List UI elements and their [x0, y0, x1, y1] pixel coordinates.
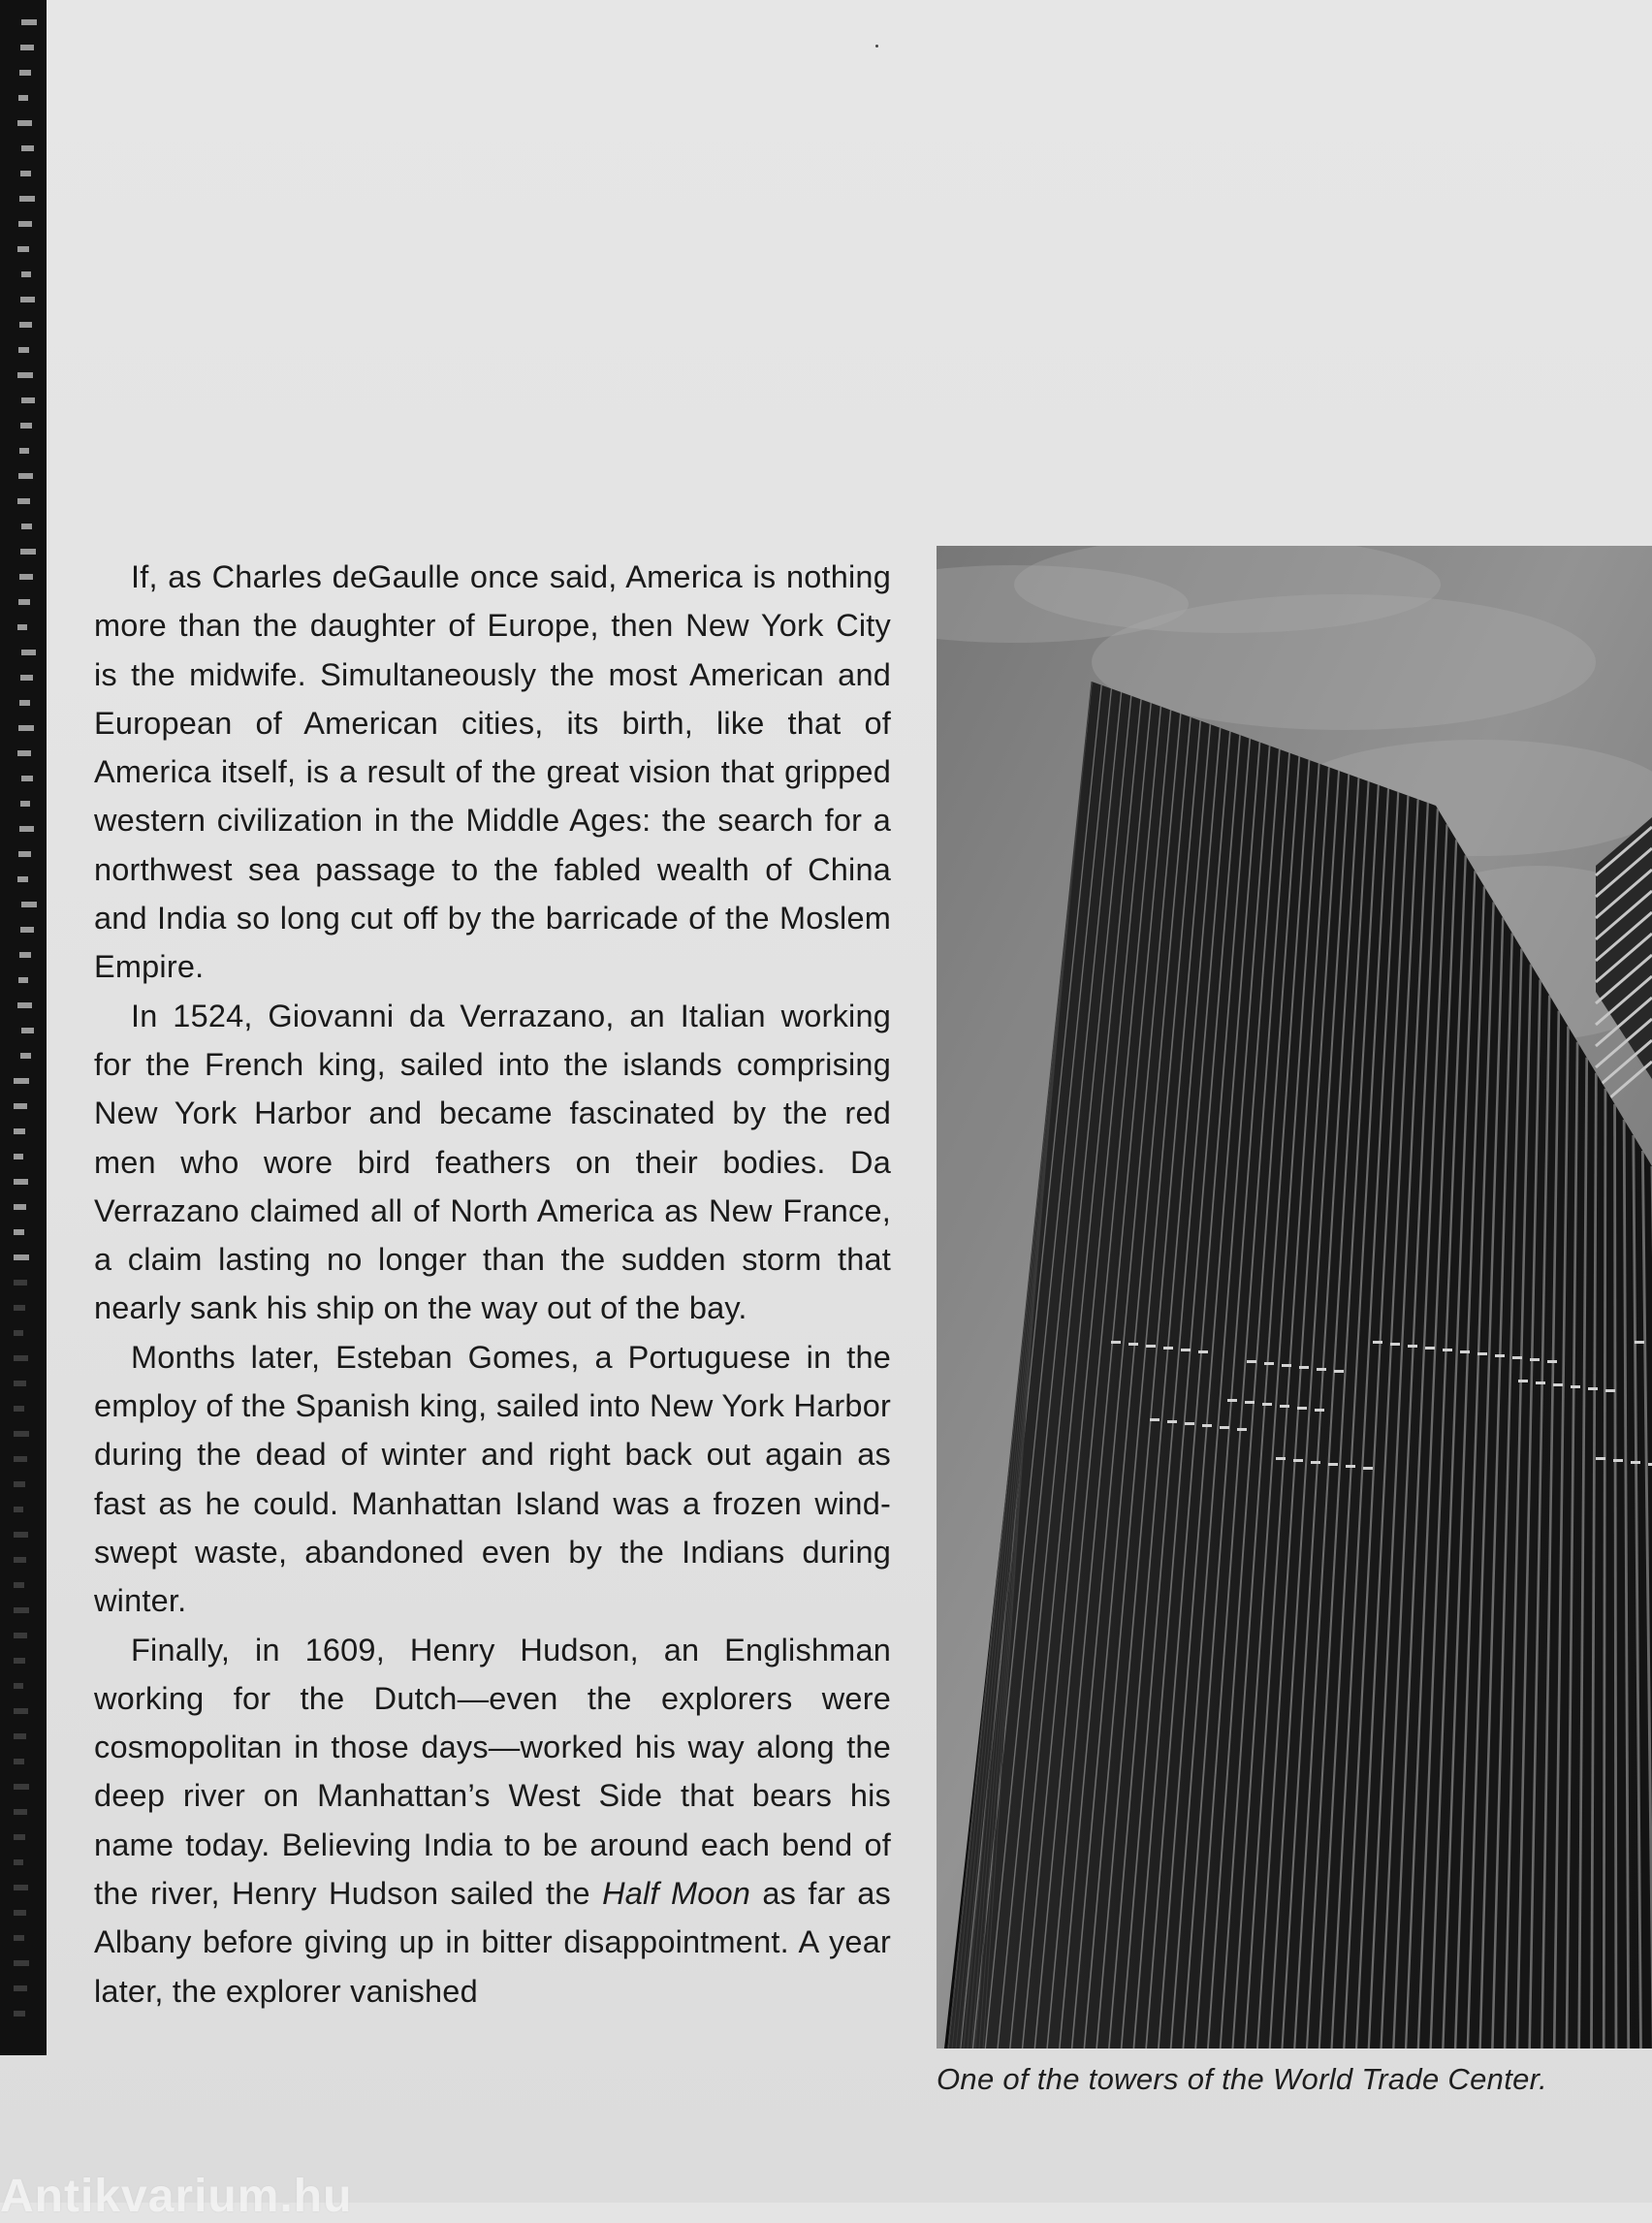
strip-window: [14, 1859, 23, 1865]
strip-window: [14, 1229, 24, 1235]
strip-window: [19, 322, 32, 328]
strip-window: [14, 1784, 29, 1790]
world-trade-center-photo: [937, 546, 1652, 2048]
strip-window: [20, 675, 33, 681]
strip-window: [14, 1431, 29, 1437]
strip-window: [14, 1935, 24, 1941]
strip-window: [20, 927, 34, 933]
left-page-photo-edge: [0, 0, 47, 2055]
strip-window: [21, 1028, 34, 1033]
strip-window: [14, 1985, 27, 1991]
strip-window: [20, 423, 32, 429]
paragraph-3: Months later, Esteban Gomes, a Portuguese in the employ of the Spanish king, sailed into New York Harbor during the dead of winter and right back out again as fast as he could. Manhattan Island was a frozen wind-swept waste, abandoned even by the Indians during winter.: [94, 1339, 891, 1619]
strip-window: [18, 221, 32, 227]
strip-window: [21, 776, 33, 781]
strip-window: [19, 448, 29, 454]
strip-window: [14, 1330, 23, 1336]
strip-window: [17, 750, 31, 756]
strip-window: [17, 876, 28, 882]
ship-name-italic: Half Moon: [602, 1876, 751, 1912]
strip-window: [21, 397, 35, 403]
strip-window: [18, 851, 31, 857]
watermark: Antikvarium.hu: [0, 2171, 353, 2222]
strip-window: [14, 1456, 27, 1462]
strip-window: [20, 45, 34, 50]
strip-window: [20, 1053, 31, 1059]
strip-window: [14, 1204, 26, 1210]
article-body: [94, 553, 891, 2016]
strip-window: [21, 902, 37, 907]
strip-window: [19, 700, 30, 706]
strip-window: [14, 1885, 28, 1890]
strip-window: [14, 1658, 25, 1664]
strip-window: [14, 1633, 27, 1638]
strip-window: [21, 145, 34, 151]
strip-window: [17, 624, 27, 630]
paragraph-2: In 1524, Giovanni da Verrazano, an Italian working for the French king, sailed into the islands comprising New York Harbor and became fascinated by the red men who wore bird feathers on their bodies. Da Verrazano claimed all of North America as New France, a claim lasting no longer than the sudden storm that nearly sank his ship on the way out of the bay.: [94, 998, 891, 1326]
strip-window: [21, 524, 32, 529]
strip-window: [14, 1254, 29, 1260]
strip-window: [21, 271, 31, 277]
strip-window: [14, 1809, 27, 1815]
strip-window: [14, 1910, 26, 1916]
strip-window: [20, 549, 36, 555]
print-speck: [875, 45, 878, 48]
strip-window: [19, 574, 33, 580]
strip-window: [14, 1507, 23, 1512]
paragraph-4: [94, 1626, 891, 2016]
strip-window: [14, 2011, 25, 2017]
strip-window: [19, 826, 34, 832]
paragraph-1: If, as Charles deGaulle once said, America is nothing more than the daughter of Europe, then New York City is the midwife. Simultaneously the most American and European of American cities, its birth, like that of America itself, is a result of the great vision that gripped western civilization in the Middle Ages: the search for a northwest sea passage to the fabled wealth of China and India so long cut off by the barricade of the Moslem Empire.: [94, 559, 891, 985]
strip-window: [14, 1179, 28, 1185]
strip-window: [14, 1481, 25, 1487]
strip-window: [14, 1834, 25, 1840]
strip-window: [18, 599, 30, 605]
strip-window: [14, 1128, 25, 1134]
strip-window: [14, 1532, 28, 1538]
strip-window: [18, 95, 28, 101]
strip-window: [17, 1002, 32, 1008]
strip-window: [14, 1733, 26, 1739]
strip-window: [19, 196, 35, 202]
strip-window: [18, 473, 33, 479]
strip-window: [20, 171, 31, 176]
strip-window: [19, 70, 31, 76]
strip-window: [14, 1759, 24, 1764]
strip-window: [14, 1960, 29, 1966]
strip-window: [14, 1557, 26, 1563]
strip-window: [14, 1582, 24, 1588]
paragraph-4-text-b: as far as Albany before giving up in bitter disappointment. A year later, the explorer vanished: [94, 1876, 891, 2009]
strip-window: [14, 1683, 23, 1689]
strip-window: [21, 19, 37, 25]
strip-window: [14, 1381, 26, 1386]
strip-window: [14, 1355, 28, 1361]
strip-window: [14, 1103, 27, 1109]
strip-window: [20, 297, 35, 302]
strip-window: [18, 347, 29, 353]
strip-window: [14, 1078, 29, 1084]
strip-window: [14, 1154, 23, 1159]
strip-window: [17, 246, 29, 252]
strip-window: [21, 650, 36, 655]
strip-window: [17, 120, 32, 126]
strip-window: [14, 1305, 25, 1311]
strip-window: [14, 1607, 29, 1613]
strip-window: [20, 801, 30, 807]
strip-window: [18, 725, 34, 731]
strip-window: [19, 952, 31, 958]
strip-window: [18, 977, 28, 983]
strip-window: [17, 498, 30, 504]
strip-window: [14, 1708, 28, 1714]
strip-window: [14, 1406, 24, 1412]
strip-window: [14, 1280, 27, 1286]
strip-window: [17, 372, 33, 378]
photo-caption: One of the towers of the World Trade Center.: [937, 2062, 1548, 2096]
paragraph-4-text-a: Finally, in 1609, Henry Hudson, an Englishman working for the Dutch—even the explorers were cosmopolitan in those days—worked his way along the deep river on Manhattan’s West Side that bears his name today. Believing India to be around each bend of the river, Henry Hudson sailed the: [94, 1632, 891, 1912]
